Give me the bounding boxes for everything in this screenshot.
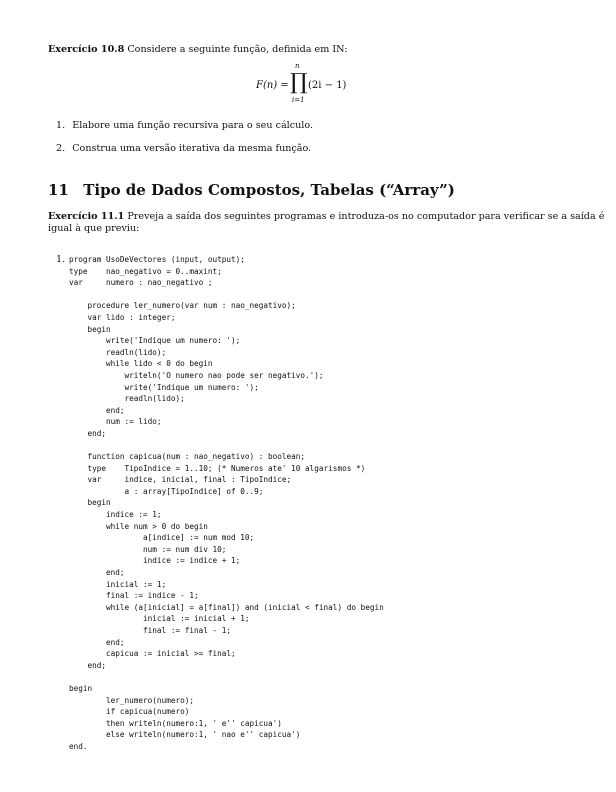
pascal-code-listing (69, 254, 384, 753)
code-line (69, 440, 384, 452)
code-line: write('Indique um numero: '); (69, 336, 241, 346)
code-line: end; (69, 637, 125, 647)
code-line: end; (69, 660, 107, 670)
section-number: 11 (48, 181, 69, 199)
code-line: type TipoIndice = 1..10; (* Numeros ate' 10 algarismos *) (69, 463, 366, 473)
formula-rhs: (2i − 1) (308, 80, 347, 91)
code-line: a : array[TipoIndice] of 0..9; (69, 486, 264, 496)
exercise-label: Exercício 11.1 (48, 211, 125, 222)
code-line: capicua := inicial >= final; (69, 649, 236, 659)
item-text: Elabore uma função recursiva para o seu cálculo. (72, 120, 314, 131)
formula-lower-limit: i=1 (292, 96, 305, 104)
code-line: ler_numero(numero); (69, 695, 194, 705)
code-line: type nao_negativo = 0..maxint; (69, 266, 222, 276)
exercise-10-8-intro (48, 44, 347, 56)
code-line: readln(lido); (69, 394, 185, 404)
code-line: var lido : integer; (69, 312, 176, 322)
section-heading (48, 181, 455, 199)
code-line: begin (69, 498, 111, 508)
code-line: program UsoDeVectores (input, output); (69, 255, 245, 264)
code-line: num := lido; (69, 417, 162, 427)
code-line: end; (69, 428, 107, 438)
exercise-item (56, 143, 311, 155)
code-line: while lido < 0 do begin (69, 359, 213, 369)
code-line: function capicua(num : nao_negativo) : boolean; (69, 452, 306, 462)
exercise-text: Considere a seguinte função, definida em IN: (127, 44, 348, 55)
code-line: if capicua(numero) (69, 707, 190, 717)
exercise-item (56, 120, 313, 132)
code-line: else writeln(numero:1, ' nao e'' capicua') (69, 730, 301, 740)
formula-lhs: F(n) = (256, 80, 289, 91)
code-line: begin (69, 324, 111, 334)
code-line: a[indice] := num mod 10; (69, 533, 255, 543)
exercise-label: Exercício 10.8 (48, 44, 125, 55)
item-number: 2. (56, 143, 66, 154)
code-line: while (a[inicial] = a[final]) and (inicial < final) do begin (69, 602, 384, 612)
code-line: write('Indique um numero: '); (69, 382, 259, 392)
code-line: final := indice - 1; (69, 591, 199, 601)
code-line: writeln('O numero nao pode ser negativo.'); (69, 370, 324, 380)
code-line: while num > 0 do begin (69, 521, 208, 531)
exercise-11-1-intro (48, 211, 604, 223)
code-line: end. (69, 741, 88, 751)
code-line: var indice, inicial, final : TipoIndice; (69, 475, 292, 485)
code-line: final := final - 1; (69, 626, 231, 635)
formula-upper-limit: n (295, 62, 300, 70)
code-line: then writeln(numero:1, ' e'' capicua') (69, 718, 282, 728)
code-line: var numero : nao_negativo ; (69, 278, 213, 288)
code-line (69, 671, 384, 683)
code-line: procedure ler_numero(var num : nao_negativo); (69, 301, 296, 311)
code-line: inicial := 1; (69, 579, 167, 589)
section-title: Tipo de Dados Compostos, Tabelas (“Array”) (83, 181, 455, 199)
code-line: end; (69, 568, 125, 578)
code-line: inicial := inicial + 1; (69, 614, 250, 624)
item-number: 1. (56, 120, 66, 131)
code-line: indice := 1; (69, 510, 162, 520)
product-formula (256, 56, 356, 106)
exercise-11-1-continuation: igual à que previu: (48, 223, 140, 234)
exercise-text: Preveja a saída dos seguintes programas e introduza-os no computador para verificar se a saída é (127, 211, 605, 222)
code-line: readln(lido); (69, 347, 167, 357)
code-line: num := num div 10; (69, 544, 227, 554)
code-line: end; (69, 405, 125, 415)
list-item-number: 1. (56, 254, 66, 265)
item-text: Construa uma versão iterativa da mesma função. (72, 143, 312, 154)
code-line (69, 289, 384, 301)
code-line: indice := indice + 1; (69, 556, 241, 566)
code-line: begin (69, 683, 93, 693)
product-symbol: ∏ (290, 70, 308, 95)
